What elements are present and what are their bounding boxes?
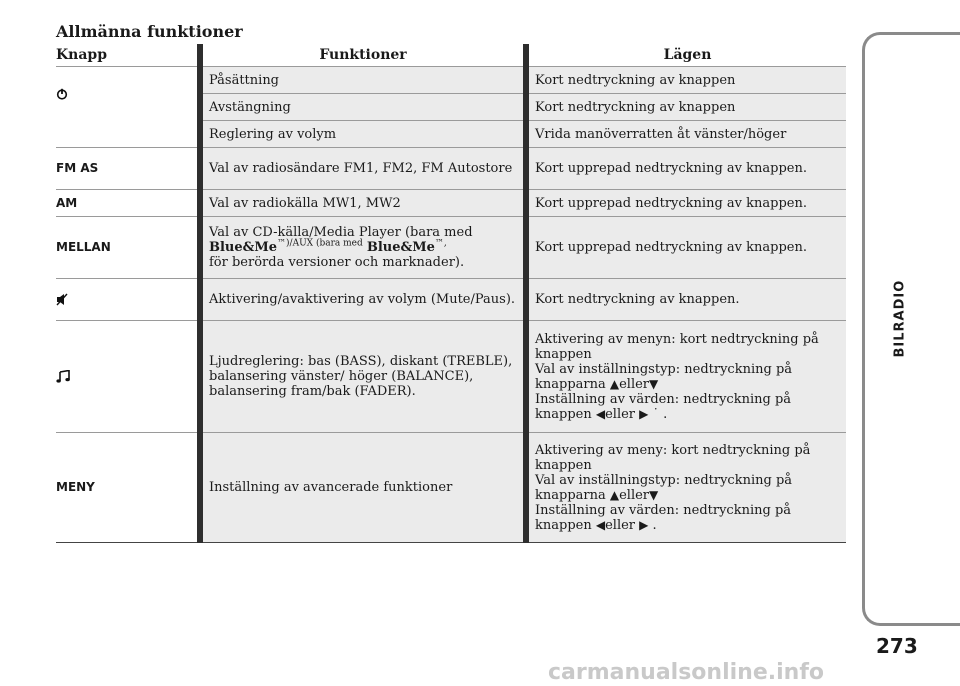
watermark: carmanualsonline.info <box>548 660 824 685</box>
mode-cell: Kort nedtryckning av knappen <box>526 94 846 121</box>
or-text: eller <box>605 406 636 422</box>
or-text: eller <box>605 517 636 533</box>
table-row <box>56 433 846 543</box>
mode-line: Aktivering av menyn: kort nedtryckning på knappen <box>535 331 819 362</box>
mode-line: Aktivering av meny: kort nedtryckning på knappen <box>535 442 811 473</box>
mode-cell: Vrida manöverratten åt vänster/höger <box>526 121 846 148</box>
function-cell: Aktivering/avaktivering av volym (Mute/Paus). <box>200 279 526 321</box>
end-text: . <box>652 517 657 533</box>
key-cell: MENY <box>56 433 200 543</box>
brand-text: Blue&Me <box>366 240 435 255</box>
mode-cell <box>526 321 846 433</box>
key-cell: AM <box>56 190 200 217</box>
left-arrow-icon: ◀ <box>595 517 606 532</box>
table-row <box>56 321 846 433</box>
function-cell: Avstängning <box>200 94 526 121</box>
mute-key-cell <box>56 279 200 321</box>
brand-text: Blue&Me <box>209 240 278 255</box>
audio-key-cell <box>56 321 200 433</box>
chapter-tab <box>862 32 960 626</box>
table-row <box>56 190 846 217</box>
empty-key-cell <box>56 121 200 148</box>
power-icon <box>56 88 68 100</box>
key-cell: FM AS <box>56 148 200 190</box>
down-arrow-icon: ▼ <box>649 376 659 391</box>
right-arrow-icon: ▶ <box>639 406 649 421</box>
page-number: 273 <box>876 634 918 658</box>
mute-icon <box>56 293 68 306</box>
table-row <box>56 148 846 190</box>
function-cell: Inställning av avancerade funktioner <box>200 433 526 543</box>
tm-mark: ™, <box>434 238 447 249</box>
function-cell: Val av radiokälla MW1, MW2 <box>200 190 526 217</box>
down-arrow-icon: ▼ <box>649 487 659 502</box>
table-row <box>56 279 846 321</box>
function-cell: Påsättning <box>200 67 526 94</box>
function-cell: Ljudreglering: bas (BASS), diskant (TREBLE), balansering vänster/ höger (BALANCE), balansering fram/bak (FADER). <box>200 321 526 433</box>
mode-cell: Kort upprepad nedtryckning av knappen. <box>526 148 846 190</box>
chapter-label: BILRADIO <box>892 279 908 358</box>
function-cell: Reglering av volym <box>200 121 526 148</box>
or-text: eller <box>619 376 650 392</box>
table-row <box>56 121 846 148</box>
mode-cell: Kort nedtryckning av knappen. <box>526 279 846 321</box>
section-title: Allmänna funktioner <box>56 22 243 41</box>
tm-mark: ™)/AUX (bara med <box>277 238 363 249</box>
mode-cell: Kort upprepad nedtryckning av knappen. <box>526 217 846 279</box>
header-funktioner: Funktioner <box>200 44 526 67</box>
right-arrow-icon: ▶ <box>639 517 649 532</box>
function-text: Val av CD-källa/Media Player (bara med <box>209 225 473 240</box>
table-header-row <box>56 44 846 67</box>
function-cell: Val av radiosändare FM1, FM2, FM Autostore <box>200 148 526 190</box>
mode-line: Inställning av värden: nedtryckning på knappen <box>535 502 792 533</box>
function-cell <box>200 217 526 279</box>
music-note-icon <box>56 370 70 383</box>
table-row <box>56 67 846 94</box>
mode-line: Inställning av värden: nedtryckning på knappen <box>535 391 792 422</box>
header-knapp: Knapp <box>56 44 200 67</box>
left-arrow-icon: ◀ <box>595 406 606 421</box>
end-text: ˙ . <box>652 406 668 422</box>
mode-line: Val av inställningstyp: nedtryckning på knapparna <box>535 472 793 503</box>
power-key-cell <box>56 67 200 121</box>
or-text: eller <box>619 487 650 503</box>
table-row <box>56 217 846 279</box>
functions-table <box>56 44 846 543</box>
mode-cell <box>526 433 846 543</box>
mode-cell: Kort nedtryckning av knappen <box>526 67 846 94</box>
mode-cell: Kort upprepad nedtryckning av knappen. <box>526 190 846 217</box>
up-arrow-icon: ▲ <box>609 487 620 502</box>
header-lagen: Lägen <box>526 44 846 67</box>
key-cell: MELLAN <box>56 217 200 279</box>
function-text: för berörda versioner och marknader). <box>209 255 465 270</box>
up-arrow-icon: ▲ <box>609 376 620 391</box>
mode-line: Val av inställningstyp: nedtryckning på knapparna <box>535 361 793 392</box>
